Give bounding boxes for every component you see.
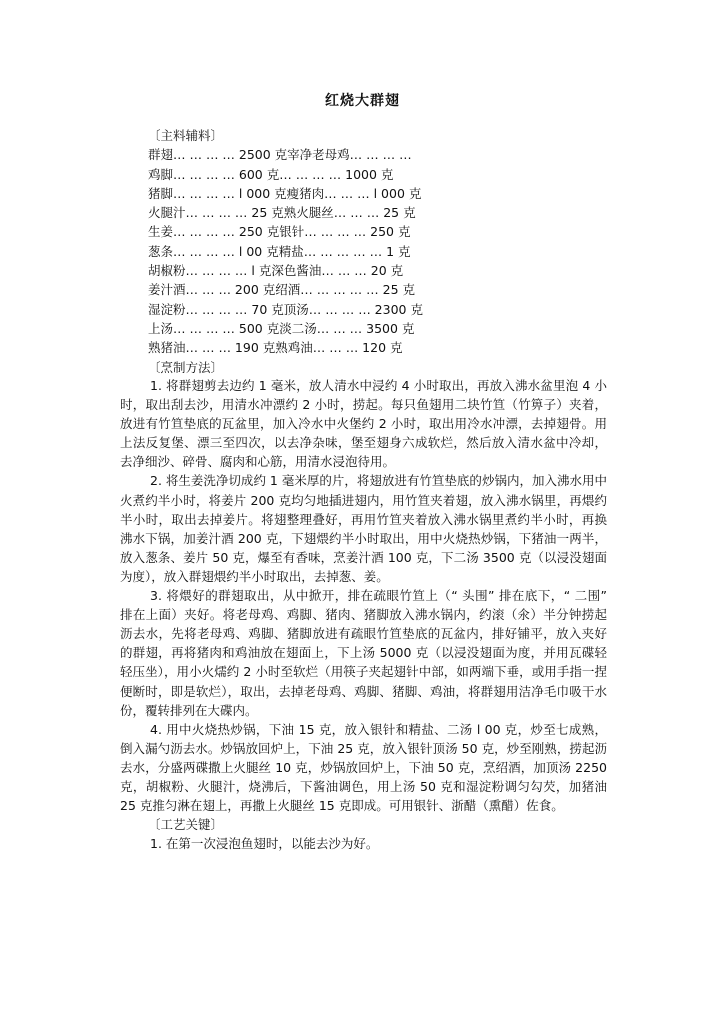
ingredient-line: 猪脚… … … … l 000 克瘦猪肉… … … l 000 克 (148, 185, 422, 201)
ingredient-line: 生姜… … … … 250 克银针… … … … 250 克 (148, 224, 411, 240)
method-step: 4. 用中火烧热炒锅，下油 15 克，放入银针和精盐、二汤 l 00 克，炒至七成熟，倒入漏勺沥去水。炒锅放回炉上，下油 25 克，放入银针顶汤 50 克，炒至刚熟，捞起沥去水，分盛两碟撒上火腿丝 10 克，炒锅放回炉上，下油 50 克，烹绍酒，加顶汤 2250 克，胡椒粉、火腿汁，烧沸后，下酱油调色，用上汤 50 克和湿淀粉调匀勾芡，加猪油 25 克推匀淋在翅上，再撒上火腿丝 15 克即成。可用银针、浙醋（熏醋）佐食。 (120, 721, 607, 814)
ingredients-heading: 〔主料辅料〕 (148, 128, 224, 143)
ingredient-line: 群翅… … … … 2500 克宰净老母鸡… … … … (148, 147, 412, 163)
method-step: 1. 将群翅剪去边约 1 毫米，放人清水中浸约 4 小时取出，再放入沸水盆里泡 4 小时，取出刮去沙，用清水冲漂约 2 小时，捞起。每只鱼翅用二块竹笪（竹箅子）夹着，放进有竹笪垫底的瓦盆里，加入冷水中火堡约 2 小时，取出用冷水冲漂，去掉翅骨。用上法反复堡、漂三至四次，以去净杂味，堡至翅身六成软烂，然后放入清水盆中冷却，去净细沙、碎骨、腐肉和心筋，用清水浸泡待用。 (120, 378, 607, 470)
ingredient-line: 熟猪油… … … 190 克熟鸡油… … … 120 克 (148, 340, 403, 356)
ingredient-line: 葱条… … … … l 00 克精盐… … … … … 1 克 (148, 243, 411, 259)
keypoint-item: 1. 在第一次浸泡鱼翅时，以能去沙为好。 (150, 836, 379, 852)
keypoints-heading: 〔工艺关键〕 (148, 817, 224, 833)
method-heading: 〔烹制方法〕 (148, 359, 224, 375)
method-step: 3. 将煨好的群翅取出，从中掀开，排在疏眼竹笪上（“ 头围” 排在底下，“ 二围” 排在上面）夹好。将老母鸡、鸡脚、猪肉、猪脚放入沸水锅内，约滚（氽）半分钟捞起沥去水，先将老母鸡、鸡脚、猪脚放进有疏眼竹笪垫底的瓦盆内，排好铺平，放入夹好的群翅，再将猪肉和鸡油放在翅面上，下上汤 5000 克（以浸没翅面为度，并用瓦碟轻轻压坐），用小火燸约 2 小时至软烂（用筷子夹起翅针中部，如两端下垂，或用手指一捏便断时，即是软烂），取出，去掉老母鸡、鸡脚、猪脚、鸡油，将群翅用洁净毛巾吸干水份，覆转排列在大碟内。 (120, 588, 607, 718)
recipe-title: 红烧大群翅 (325, 93, 400, 109)
ingredient-line: 鸡脚… … … … 600 克… … … … 1000 克 (148, 166, 394, 182)
ingredient-line: 湿淀粉… … … … 70 克顶汤… … … … 2300 克 (148, 301, 423, 317)
ingredient-line: 胡椒粉… … … … l 克深色酱油… … … 20 克 (148, 263, 404, 279)
ingredient-line: 上汤… … … … 500 克淡二汤… … … 3500 克 (148, 320, 415, 336)
ingredient-line: 姜汁酒… … … 200 克绍酒… … … … … 25 克 (148, 282, 415, 298)
ingredients-section (148, 126, 423, 377)
method-section (120, 376, 607, 853)
ingredient-line: 火腿汁… … … … 25 克熟火腿丝… … … 25 克 (148, 205, 416, 221)
method-step: 2. 将生姜洗净切成约 1 毫米厚的片，将翅放进有竹笪垫底的炒锅内，加入沸水用中火煮约半小时，将姜片 200 克均匀地插进翅内，用竹笪夹着翅，放入沸水锅里，再煨约半小时，取出去掉姜片。将翅整理叠好，再用竹笪夹着放入沸水锅里煮约半小时，再换沸水下锅，加姜汁酒 200 克，下翅煨约半小时取出，用中火烧热炒锅，下猪油一两半，放入葱条、姜片 50 克，爆至有香味，烹姜汁酒 100 克，下二汤 3500 克（以浸没翅面为度），放入群翅煨约半小时取出，去掉葱、姜。 (120, 473, 607, 584)
